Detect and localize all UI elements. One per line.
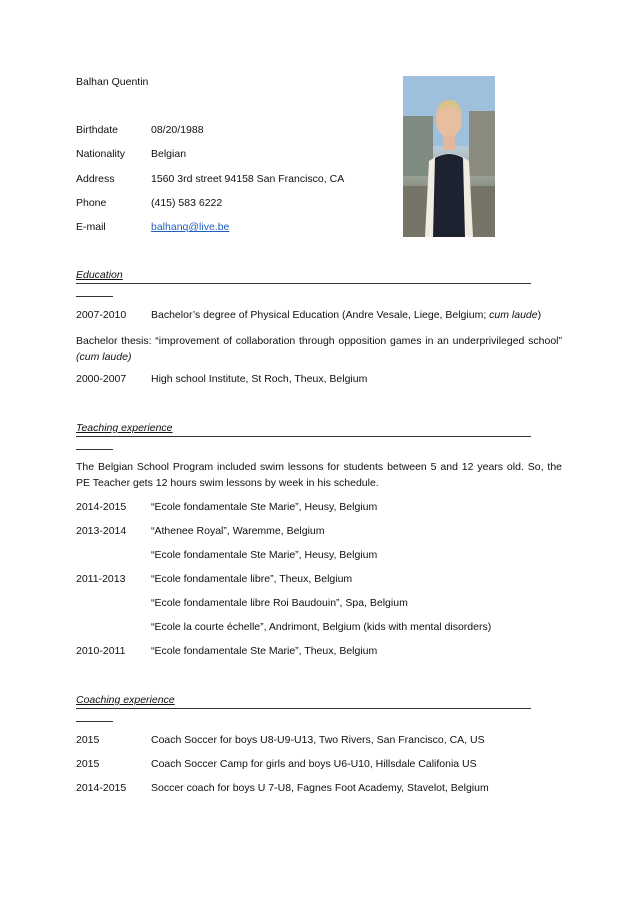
teaching-section-title: Teaching experience xyxy=(76,422,173,434)
teaching-entry-6: “Ecole la courte échelle”, Andrimont, Belgium (kids with mental disorders) xyxy=(151,621,492,633)
education-thesis xyxy=(76,333,562,365)
teaching-title-rule-short xyxy=(76,449,113,450)
email-link[interactable]: balhanq@live.be xyxy=(151,221,230,233)
teaching-years-1: 2014-2015 xyxy=(76,501,127,513)
teaching-years-7: 2010-2011 xyxy=(76,645,126,657)
teaching-title-rule xyxy=(76,436,531,437)
education-entry-1-text: Bachelor’s degree of Physical Education (Andre Vesale, Liege, Belgium; xyxy=(151,309,490,321)
coaching-years-3: 2014-2015 xyxy=(76,782,127,794)
coaching-section-title: Coaching experience xyxy=(76,694,175,706)
education-entry-1-honors: cum laude xyxy=(489,309,538,321)
coaching-years-2: 2015 xyxy=(76,758,100,770)
phone-value: (415) 583 6222 xyxy=(151,197,223,209)
education-years-2: 2000-2007 xyxy=(76,373,127,385)
education-entry-2: High school Institute, St Roch, Theux, Belgium xyxy=(151,373,368,385)
teaching-entry-3: “Ecole fondamentale Ste Marie”, Heusy, Belgium xyxy=(151,549,378,561)
education-section-title: Education xyxy=(76,269,123,281)
nationality-label: Nationality xyxy=(76,148,126,160)
coaching-title-rule-short xyxy=(76,721,113,722)
coaching-years-1: 2015 xyxy=(76,734,100,746)
teaching-entry-5: “Ecole fondamentale libre Roi Baudouin”, Spa, Belgium xyxy=(151,597,408,609)
education-entry-1-close: ) xyxy=(537,309,542,321)
teaching-intro: The Belgian School Program included swim lessons for students between 5 and 12 years old. So, the PE Teacher gets 12 hours swim lessons by week in his schedule. xyxy=(76,461,562,489)
coaching-title-rule xyxy=(76,708,531,709)
teaching-entry-1: “Ecole fondamentale Ste Marie”, Heusy, Belgium xyxy=(151,501,378,513)
teaching-years-4: 2011-2013 xyxy=(76,573,126,585)
education-title-rule-short xyxy=(76,296,113,297)
teaching-entry-4: “Ecole fondamentale libre”, Theux, Belgium xyxy=(151,573,353,585)
teaching-entry-2: “Athenee Royal”, Waremme, Belgium xyxy=(151,525,325,537)
teaching-years-2: 2013-2014 xyxy=(76,525,127,537)
address-label: Address xyxy=(76,173,115,185)
birthdate-value: 08/20/1988 xyxy=(151,124,204,136)
education-years-1: 2007-2010 xyxy=(76,309,127,321)
birthdate-label: Birthdate xyxy=(76,124,119,136)
profile-photo xyxy=(403,76,495,237)
coaching-entry-3: Soccer coach for boys U 7-U8, Fagnes Foot Academy, Stavelot, Belgium xyxy=(151,782,489,794)
phone-label: Phone xyxy=(76,197,107,209)
coaching-entry-1: Coach Soccer for boys U8-U9-U13, Two Rivers, San Francisco, CA, US xyxy=(151,734,485,746)
teaching-entry-7: “Ecole fondamentale Ste Marie”, Theux, Belgium xyxy=(151,645,378,657)
education-thesis-text: Bachelor thesis: “improvement of collaboration through opposition games in an underprivileged school” xyxy=(76,335,562,347)
education-title-rule xyxy=(76,283,531,284)
email-label: E-mail xyxy=(76,221,106,233)
coaching-entry-2: Coach Soccer Camp for girls and boys U6-U10, Hillsdale Califonia US xyxy=(151,758,477,770)
address-value: 1560 3rd street 94158 San Francisco, CA xyxy=(151,173,345,185)
profile-photo-illustration xyxy=(403,76,495,237)
education-entry-1 xyxy=(151,309,541,321)
nationality-value: Belgian xyxy=(151,148,187,160)
name-heading: Balhan Quentin xyxy=(76,76,149,88)
education-thesis-honors: (cum laude) xyxy=(76,351,132,363)
